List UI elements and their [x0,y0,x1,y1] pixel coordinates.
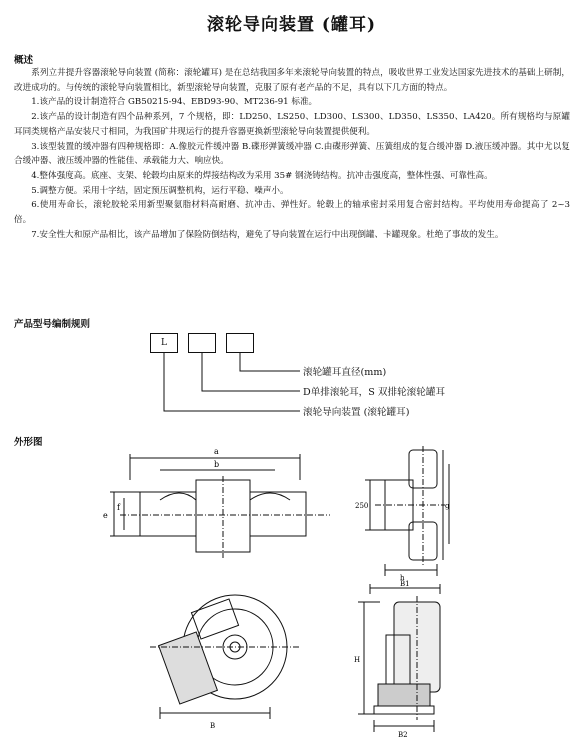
overview-heading: 概述 [14,55,34,66]
overview-paragraph: 5.调整方便。采用十字结，固定预压调整机构，运行平稳、噪声小。 [31,185,289,196]
code-label-row-type: D单排滚轮耳，S 双排轮滚轮罐耳 [303,387,446,398]
front-view-drawing [350,580,465,740]
dim-h-front: H [354,656,361,664]
model-rule-heading: 产品型号编制规则 [14,319,91,330]
overview-paragraph: 3.该型装置的缓冲器有四种规格即：A.像胶元件缓冲器 B.碟形弹簧缓冲器 C.由碟形弹簧、压簧组成的复合缓冲器 D.液压缓冲器。其中尤以复合缓冲器、液压缓冲器的性能佳、承载能力大、响应快。 [14,141,570,167]
code-label-device: 滚轮导向装置 (滚轮罐耳) [303,407,410,418]
top-view-drawing [100,440,340,570]
dim-e: e [103,511,108,520]
dim-250: 250 [355,502,369,510]
overview-paragraph: 系列立井提升容器滚轮导向装置 (简称：滚轮罐耳) 是在总结我国多年来滚轮导向装置的特点，吸收世界工业发达国家先进技术的基础上研制，改进成功的。与传统的滚轮导向装置相比，新型滚轮导向装置，克服了原有老产品的不足，具有以下几方面的特点。 [14,68,570,93]
overview-paragraph: 1.该产品的设计制造符合 GB50215-94、EBD93-90、MT236-91 标准。 [31,97,318,108]
isometric-view-drawing [140,585,315,735]
page-title: 滚轮导向装置 (罐耳) [206,15,376,35]
dim-g: g [445,502,450,510]
overview-paragraph: 2.该产品的设计制造有四个品种系列，7 个规格，即：LD250、LS250、LD300、LS300、LD350、LS350、LA420。所有规格均与原罐耳同类规格产品安装尺寸相同，为我国矿井现运行的提升容器更换新型滚轮导向装置提供便利。 [14,112,570,137]
dim-h: h [400,574,405,582]
outline-heading: 外形图 [14,437,43,448]
dim-f: f [117,503,120,512]
dim-b: b [214,460,220,469]
dim-b1: B1 [400,580,410,588]
overview-paragraph: 4.整体强度高。底座、支架、轮毂均由原来的焊接结构改为采用 35# 钢浇铸结构。抗冲击强度高，整体性强、可靠性高。 [31,170,493,181]
dim-a: a [214,447,219,456]
dim-b2: B2 [398,731,408,739]
dim-b-iso: B [210,722,216,730]
code-label-diameter: 滚轮罐耳直径(mm) [303,367,387,378]
overview-paragraph: 6.使用寿命长，滚轮胶轮采用新型聚氨脂材料高耐磨、抗冲击、弹性好。轮毂上的轴承密封采用复合密封结构。平均使用寿命提高了 2~3 倍。 [14,200,570,226]
side-view-drawing [345,444,455,584]
overview-paragraph: 7.安全性大和原产品相比，该产品增加了保险防倒结构，避免了导向装置在运行中出现倒罐、卡罐现象。杜绝了事故的发生。 [31,229,504,240]
code-box-prefix: L [150,333,178,353]
